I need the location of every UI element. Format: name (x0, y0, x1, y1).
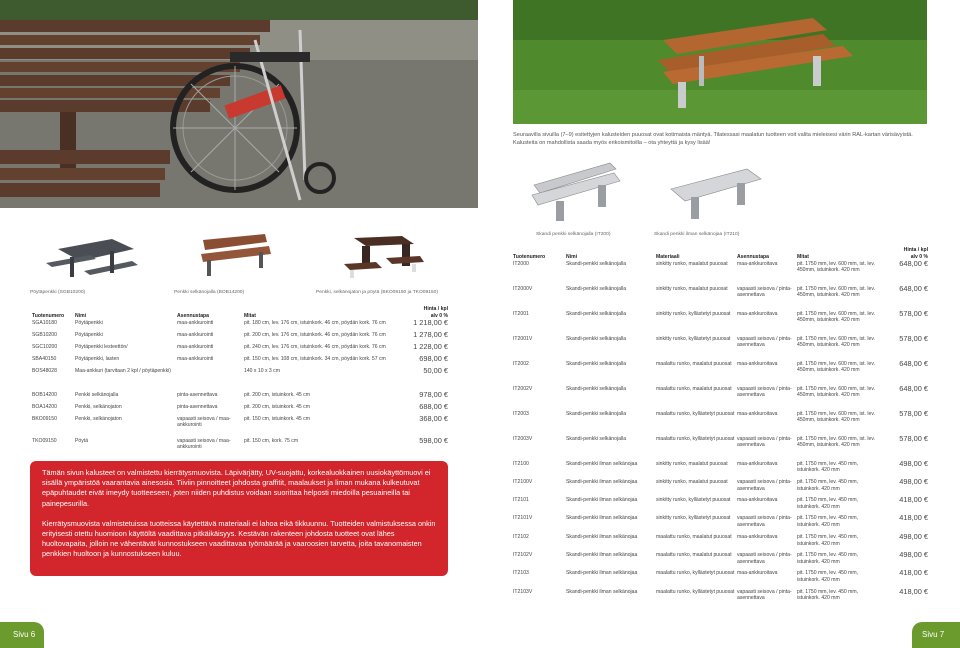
header-material: Materiaali (656, 253, 680, 260)
price-cell: 648,00 € (899, 358, 928, 368)
header-dimensions: Mitat (244, 312, 256, 319)
table-row (32, 404, 448, 416)
table-cell: IT2101 (513, 497, 529, 504)
price-cell: 978,00 € (419, 389, 448, 399)
table-cell: IT2100V (513, 478, 533, 485)
table-cell: pit. 150 cm, lev. 108 cm, istuinkork. 34 cm, pöydän kork. 57 cm (244, 355, 386, 362)
table-cell: pit. 1750 mm, lev. 450 mm, istuinkork. 420 mm (797, 588, 859, 602)
table-cell: BOS48028 (32, 367, 57, 374)
table-cell: pit. 150 cm, kork. 75 cm (244, 437, 299, 444)
table-cell: pinta-asennettava (177, 403, 218, 410)
table-cell: pit. 1750 mm, lev. 450 mm, istuinkork. 420 mm (797, 570, 859, 584)
table-row (513, 570, 928, 588)
price-cell: 698,00 € (419, 353, 448, 363)
price-cell: 1 278,00 € (413, 329, 448, 339)
table-cell: pit. 1750 mm, lev. 600 mm, ist. lev. 450mm, istuinkork. 420 mm (797, 285, 875, 299)
table-cell: Skandi-penkki selkänojalla (566, 360, 627, 367)
table-cell: Skandi-penkki selkänojalla (566, 260, 627, 267)
table-cell: maalattu runko, kyllästetyt puuosat (656, 570, 735, 577)
table-cell: sinkitty runko, kyllästetyt puuosat (656, 335, 731, 342)
price-cell: 578,00 € (899, 408, 928, 418)
price-cell: 418,00 € (899, 513, 928, 523)
table-cell: Skandi-penkki ilman selkänojaa (566, 515, 638, 522)
table-cell: Skandi-penkki ilman selkänojaa (566, 552, 638, 559)
price-cell: 368,00 € (419, 413, 448, 423)
price-cell: 1 218,00 € (413, 317, 448, 327)
price-cell: 498,00 € (899, 550, 928, 560)
price-cell: 1 228,00 € (413, 341, 448, 351)
table-cell: Penkki selkänojalla (75, 391, 119, 398)
table-cell: pit. 200 cm, istuinkork. 45 cm (244, 391, 310, 398)
price-cell: 578,00 € (899, 333, 928, 343)
table-row (513, 515, 928, 533)
price-cell: 598,00 € (419, 435, 448, 445)
table-cell: SGB10200 (32, 331, 57, 338)
table-cell: maalattu runko, kyllästetyt puuosat (656, 588, 735, 595)
price-cell: 418,00 € (899, 568, 928, 578)
table-row (32, 368, 448, 392)
table-cell: maa-ankkuroitava (737, 310, 778, 317)
table-cell: IT2002 (513, 360, 529, 367)
table-cell: vapaasti seisova / maa-ankkurointi (177, 415, 231, 429)
header-price: Hinta / kpl alv 0 % (903, 247, 928, 260)
table-row (32, 416, 448, 438)
table-row (513, 361, 928, 386)
table-cell: vapaasti seisova / pinta-asennettava (737, 285, 792, 299)
table-cell: IT2003 (513, 410, 529, 417)
header-product-number: Tuotenumero (513, 253, 546, 260)
table-row (32, 392, 448, 404)
table-cell: vapaasti seisova / pinta-asennettava (737, 588, 792, 602)
table-cell: SGC10200 (32, 343, 58, 350)
table-cell: Skandi-penkki ilman selkänojaa (566, 478, 638, 485)
table-cell: pit. 200 cm, istuinkork. 45 cm (244, 403, 310, 410)
recycled-plastic-notice (30, 461, 448, 576)
table-cell: maalattu runko, maalatut puuosat (656, 533, 732, 540)
table-cell: pit. 240 cm, lev. 176 cm, istuinkork. 46 cm, pöydän kork. 76 cm (244, 343, 386, 350)
table-row (32, 344, 448, 356)
table-cell: IT2001V (513, 335, 533, 342)
table-row (513, 589, 928, 607)
table-cell: maa-ankkuroitava (737, 410, 778, 417)
table-cell: IT2002V (513, 385, 533, 392)
table-cell: Skandi-penkki selkänojalla (566, 310, 627, 317)
price-cell: 498,00 € (899, 458, 928, 468)
skandi-bench-noback-image (665, 165, 765, 225)
price-cell: 418,00 € (899, 586, 928, 596)
table-cell: pit. 1750 mm, lev. 600 mm, ist. lev. 450mm, istuinkork. 420 mm (797, 360, 875, 374)
table-cell: Skandi-penkki ilman selkänojaa (566, 497, 638, 504)
photo-bench-on-grass (513, 0, 927, 124)
table-cell: maa-ankkurointi (177, 331, 214, 338)
table-cell: IT2003V (513, 435, 533, 442)
price-cell: 498,00 € (899, 531, 928, 541)
table-cell: Pöytäpenkki lesteettön/ (75, 343, 128, 350)
table-row (513, 534, 928, 552)
table-cell: Skandi-penkki selkänojalla (566, 335, 627, 342)
skandi-bench-back-image (526, 155, 626, 225)
table-cell: sinkitty runko, maalatut puuosat (656, 285, 728, 292)
table-cell: Skandi-penkki ilman selkänojaa (566, 533, 638, 540)
table-row (513, 386, 928, 411)
table-row (513, 411, 928, 436)
table-cell: pit. 200 cm, lev. 176 cm, istuinkork. 46 cm, pöydän kork. 76 cm (244, 331, 386, 338)
table-cell: SBA40150 (32, 355, 57, 362)
table-cell: Skandi-penkki ilman selkänojaa (566, 570, 638, 577)
notice-paragraph-1: Tämän sivun kalusteet on valmistettu kierrätysmuovista. Läpivärjätty, UV-suojattu, korkealuokkainen uusiokäyttömuovi ei sisällä ympäristöä vaarantavia ainesosia. Tiiviin pinnoitteet johdosta graffitit, maalaukset ja liman mukana kulkeutuvat epäpuhtaudet eivät imeydy tuotteeseen, joten niiden puhdistus voidaan suorittaa helposti miedoilla pesuaineilla tai painepesurilla. (42, 468, 431, 508)
table-row (513, 311, 928, 336)
table-cell: maa-ankkurointi (177, 343, 214, 350)
table-row (513, 479, 928, 497)
page-number-right: Sivu 7 (912, 622, 960, 648)
table-cell: Pöytäpenkki (75, 319, 103, 326)
left-price-table (32, 306, 448, 460)
bench-back-image (195, 232, 275, 282)
caption-picnic: Pöytäpenkki (SGB10200) (30, 290, 86, 295)
table-cell: pit. 1750 mm, lev. 600 mm, ist. lev. 450mm, istuinkork. 420 mm (797, 385, 875, 399)
price-cell: 578,00 € (899, 308, 928, 318)
page-number-left: Sivu 6 (0, 622, 44, 648)
table-cell: Pöytä (75, 437, 89, 444)
table-cell: vapaasti seisova / pinta-asennettava (737, 515, 792, 529)
table-cell: 140 x 10 x 3 cm (244, 367, 280, 374)
notice-paragraph-2: Kierrätysmuovista valmistetuissa tuotteissa käytettävä materiaali ei lahoa eikä tikkuunnu. Tuotteiden valmistuksessa onkin erityisesti otettu huomioon käyttöltä vaadittava pitkäikäisyys. Kestävän rakenteen johdosta tuotteet ovat lähes huoltovapaita, jolloin ne vähentävät kunnostukseen vaadittavaa työmäärää ja vaaroosien tarvetta, joita tavanomaisten penkkien huoltoon ja kunnostukseen kuluu. (42, 518, 436, 559)
price-cell: 498,00 € (899, 476, 928, 486)
table-cell: IT2103V (513, 588, 533, 595)
table-cell: vapaasti seisova / maa-ankkurointi (177, 437, 231, 451)
table-cell: BOA14200 (32, 403, 57, 410)
table-cell: pit. 180 cm, lev. 176 cm, istuinkork. 46 cm, pöydän kork. 76 cm (244, 319, 386, 326)
table-cell: BOB14200 (32, 391, 57, 398)
price-cell: 648,00 € (899, 258, 928, 268)
table-header-row (513, 247, 928, 261)
table-row (513, 552, 928, 570)
header-installation: Asennustapa (177, 312, 209, 319)
photo-wheelchair-picnic-table (0, 0, 478, 208)
table-cell: pit. 1750 mm, lev. 600 mm, ist. lev. 450mm, istuinkork. 420 mm (797, 410, 875, 424)
table-cell (177, 368, 244, 392)
table-cell: maalattu runko, maalatut puuosat (656, 360, 732, 367)
table-cell: Penkki, selkänojaton (75, 415, 122, 422)
table-cell: IT2000V (513, 285, 533, 292)
picnic-bench-image (40, 235, 140, 285)
table-cell: vapaasti seisova / pinta-asennettava (737, 385, 792, 399)
table-cell: sinkitty runko, kyllästetyt puuosat (656, 515, 731, 522)
table-cell: TKO09150 (32, 437, 57, 444)
table-cell: pit. 1750 mm, lev. 450 mm, istuinkork. 420 mm (797, 515, 859, 529)
right-price-table (513, 247, 928, 607)
table-cell: sinkitty runko, maalatut puuosat (656, 260, 728, 267)
intro-text: Seuraavilla sivuilla (7–9) esitettyjen kalusteiden puuosat ovat kotimaista mäntyä. Tilatessasi maalatun tuotteen voit valita mieleisesi värin RAL-kartan värisävyistä. Kalusteita on mahdollista saada myös erikoismitoilla – ota yhteyttä ja kysy lisää! (513, 132, 913, 146)
table-cell: IT2100 (513, 460, 529, 467)
price-cell: 648,00 € (899, 383, 928, 393)
header-name: Nimi (566, 253, 578, 260)
table-cell: IT2000 (513, 260, 529, 267)
table-cell: IT2102V (513, 552, 533, 559)
price-cell: 418,00 € (899, 495, 928, 505)
table-cell: maa-ankkurointi (177, 319, 214, 326)
table-row (513, 286, 928, 311)
header-dimensions: Mitat (797, 253, 809, 260)
table-cell: vapaasti seisova / pinta-asennettava (737, 478, 792, 492)
table-cell: pit. 1750 mm, lev. 600 mm, ist. lev. 450mm, istuinkork. 420 mm (797, 435, 875, 449)
table-header-row (32, 306, 448, 320)
header-product-number: Tuotenumero (32, 312, 65, 319)
table-cell: pit. 1750 mm, lev. 600 mm, ist. lev. 450mm, istuinkork. 420 mm (797, 335, 875, 349)
table-cell: pit. 1750 mm, lev. 450 mm, istuinkork. 420 mm (797, 533, 859, 547)
table-cell: pinta-asennettava (177, 391, 218, 398)
table-cell: Skandi-penkki ilman selkänojaa (566, 460, 638, 467)
table-cell: Pöytäpenkki (75, 331, 103, 338)
table-cell: maa-ankkuroitava (737, 360, 778, 367)
table-row (32, 356, 448, 368)
table-cell: Skandi-penkki ilman selkänojaa (566, 588, 638, 595)
table-cell: IT2102 (513, 533, 529, 540)
table-cell: vapaasti seisova / pinta-asennettava (737, 552, 792, 565)
table-row (513, 497, 928, 515)
table-row (513, 336, 928, 361)
table-row (513, 261, 928, 286)
table-cell: maa-ankkuroitava (737, 497, 778, 504)
table-cell: sinkitty runko, maalatut puuosat (656, 478, 728, 485)
caption-skandi-noback: Skandi penkki ilman selkänojaa (IT210) (654, 232, 740, 237)
header-name: Nimi (75, 312, 87, 319)
table-cell: Skandi-penkki selkänojalla (566, 435, 627, 442)
table-cell: Skandi-penkki selkänojalla (566, 410, 627, 417)
table-cell: SGA10180 (32, 319, 57, 326)
table-row (32, 320, 448, 332)
table-row (32, 438, 448, 460)
table-cell: maa-ankkuroitava (737, 260, 778, 267)
table-cell: maalattu runko, maalatut puuosat (656, 385, 732, 392)
price-cell: 648,00 € (899, 283, 928, 293)
caption-skandi-back: Skandi penkki selkänojalla (IT200) (536, 232, 611, 237)
table-cell: pit. 1750 mm, lev. 600 mm, ist. lev. 450mm, istuinkork. 420 mm (797, 310, 875, 324)
table-row (513, 436, 928, 461)
table-cell: IT2101V (513, 515, 533, 522)
table-cell: maalattu runko, maalatut puuosat (656, 552, 732, 559)
table-cell: vapaasti seisova / pinta-asennettava (737, 435, 792, 449)
table-cell: Skandi-penkki selkänojalla (566, 285, 627, 292)
table-cell: maalattu runko, kyllästetyt puuosat (656, 410, 735, 417)
table-cell: Pöytäpenkki, lasten (75, 355, 120, 362)
table-cell: maa-ankkuroitava (737, 533, 778, 540)
header-installation: Asennustapa (737, 253, 769, 260)
table-cell: Penkki, selkänojaton (75, 403, 122, 410)
table-cell: pit. 1750 mm, lev. 450 mm, istuinkork. 420 mm (797, 497, 859, 510)
price-cell: 578,00 € (899, 433, 928, 443)
header-price: Hinta / kpl alv 0 % (423, 306, 448, 319)
table-cell: pit. 1750 mm, lev. 450 mm, istuinkork. 420 mm (797, 552, 859, 565)
price-cell: 688,00 € (419, 401, 448, 411)
caption-bench-back: Penkki selkänojalla (BOB14200) (174, 290, 245, 295)
table-cell: maa-ankkuroitava (737, 460, 778, 467)
table-cell: maa-ankkuroitava (737, 570, 778, 577)
table-cell: pit. 1750 mm, lev. 450 mm, istuinkork. 420 mm (797, 478, 859, 492)
table-cell: Skandi-penkki selkänojalla (566, 385, 627, 392)
table-cell: sinkitty runko, kyllästetyt puuosat (656, 497, 731, 504)
table-cell: maalattu runko, kyllästetyt puuosat (656, 435, 735, 442)
bench-table-set-image (340, 232, 425, 282)
price-cell: 50,00 € (423, 365, 448, 375)
table-cell: pit. 150 cm, istuinkork. 45 cm (244, 415, 310, 422)
table-cell: vapaasti seisova / pinta-asennettava (737, 335, 792, 349)
table-cell: sinkitty runko, kyllästetyt puuosat (656, 310, 731, 317)
table-row (513, 461, 928, 479)
table-cell: IT2001 (513, 310, 529, 317)
table-cell: sinkitty runko, maalatut puuosat (656, 460, 728, 467)
table-cell: Maa-ankkuri (tarvitaan 2 kpl / pöytäpenkki) (75, 367, 171, 374)
table-cell: pit. 1750 mm, lev. 450 mm, istuinkork. 420 mm (797, 460, 859, 474)
table-cell: pit. 1750 mm, lev. 600 mm, ist. lev. 450mm, istuinkork. 420 mm (797, 260, 875, 274)
caption-set: Penkki, selkänojaton ja pöytä (BKO09150 ja TKO09150) (316, 290, 438, 295)
table-row (32, 332, 448, 344)
table-cell: maa-ankkurointi (177, 355, 214, 362)
table-cell: BKO09150 (32, 415, 57, 422)
table-cell: IT2103 (513, 570, 529, 577)
